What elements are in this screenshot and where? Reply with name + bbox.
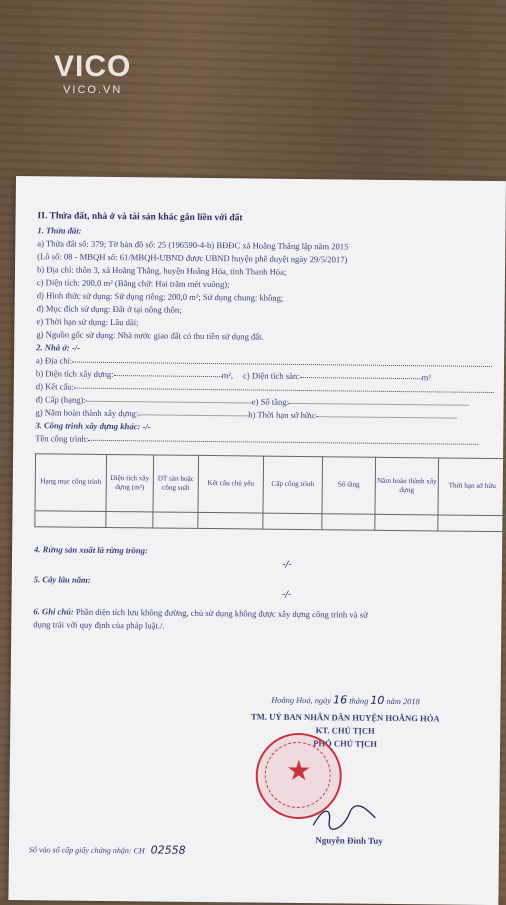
house-duration-label: h) Thời hạn sở hữu:	[248, 409, 317, 421]
house-year-dots	[138, 407, 248, 416]
col-level: Cấp công trình	[263, 456, 323, 514]
works-table-header	[35, 454, 506, 516]
house-duration-dots	[316, 409, 456, 418]
house-build-area-label: b) Diện tích xây dựng:	[35, 368, 114, 380]
works-table	[34, 453, 506, 532]
col-floor-area: DT sàn hoặc công suất	[153, 455, 199, 512]
note-heading: 6. Ghi chú:	[33, 606, 74, 617]
date-month: 10	[370, 693, 385, 707]
house-floor-area-dots	[300, 370, 422, 379]
works-name-label: Tên công trình:	[35, 433, 89, 444]
forest-heading: 4. Rừng sản xuất là rừng trồng:	[34, 544, 148, 556]
authority-block	[210, 710, 480, 752]
perennial-heading: 5. Cây lâu năm:	[33, 574, 91, 585]
house-level-dots	[86, 394, 252, 404]
date-line	[210, 692, 480, 708]
note-text: Phần diện tích lưu không đường, chủ sử dụng không được xây dựng công trình và sử	[75, 606, 368, 620]
section-title: II. Thửa đất, nhà ở và tài sản khác gắn liền với đất	[37, 211, 243, 224]
house-year-label: g) Năm hoàn thành xây dựng:	[35, 407, 139, 419]
forest-value: -/-	[282, 559, 292, 570]
certificate-page	[8, 176, 506, 905]
note-text-cont: dụng trái với quy định của pháp luật./.	[33, 619, 165, 631]
date-prefix: Hoằng Hoá, ngày	[271, 695, 332, 706]
house-floors-label: e) Số tầng:	[251, 396, 290, 407]
registry-number: 02558	[150, 843, 186, 857]
authority-line3: PHÓ CHỦ TỊCH	[313, 738, 378, 749]
land-purpose: đ) Mục đích sử dụng: Đất ở tại nông thôn;	[36, 303, 182, 315]
seal-star-icon: ★	[286, 755, 312, 788]
watermark-word: VICO	[54, 50, 132, 83]
authority-line1: TM. UỶ BAN NHÂN DÂN HUYỆN HOẰNG HÓA	[251, 711, 440, 724]
col-year: Năm hoàn thành xây dựng	[375, 457, 439, 515]
land-duration: e) Thời hạn sử dụng: Lâu dài;	[36, 316, 139, 328]
other-works-heading: 3. Công trình xây dựng khác: -/-	[35, 420, 151, 432]
land-area: c) Diện tích: 200,0 m² (Bằng chữ: Hai trăm mét vuông);	[36, 277, 230, 290]
signature-mark	[309, 803, 379, 834]
house-heading: 2. Nhà ở: -/-	[36, 342, 81, 353]
land-address: b) Địa chỉ: thôn 3, xã Hoằng Thắng, huyện Hoằng Hóa, tỉnh Thanh Hóa;	[36, 264, 287, 277]
signer-name: Nguyễn Đình Tuy	[315, 835, 383, 846]
land-origin: g) Nguồn gốc sử dụng: Nhà nước giao đất có thu tiền sử dụng đất.	[36, 329, 264, 342]
house-floors-dots	[289, 396, 469, 406]
house-build-area-dots	[114, 368, 222, 377]
col-build-area: Diện tích xây dựng (m²)	[106, 454, 154, 511]
house-floor-area-unit: m²	[421, 372, 431, 383]
house-structure-label: d) Kết cấu:	[35, 381, 75, 392]
certificate-content	[33, 210, 503, 636]
land-parcel-lot: (Lô số: 08 - MBQH số: 61/MBQH-UBND được UBND huyện phê duyệt ngày 29/5/2017)	[37, 251, 348, 265]
col-item: Hạng mục công trình	[35, 454, 107, 512]
registry-row	[29, 842, 186, 857]
land-use-form: d) Hình thức sử dụng: Sử dụng riêng: 200,0 m²; Sử dụng chung: không;	[36, 290, 284, 303]
col-duration: Thời hạn sở hữu	[438, 458, 506, 516]
watermark-logo	[54, 52, 131, 96]
date-month-label: tháng	[349, 696, 369, 706]
date-day: 16	[333, 693, 348, 707]
watermark-url: VICO.VN	[63, 84, 123, 96]
registry-label: Số vào sổ cấp giấy chứng nhận: CH	[28, 845, 145, 856]
date-year-label: năm 2018	[386, 696, 420, 707]
perennial-value: -/-	[282, 589, 292, 600]
house-floor-area-label: c) Diện tích sàn:	[242, 370, 300, 381]
authority-line2: KT. CHỦ TỊCH	[315, 725, 375, 736]
land-parcel: a) Thửa đất số: 379; Tờ bản đồ số: 25 (196590-4-b) BĐĐC xã Hoằng Thắng lập năm 2015	[37, 238, 349, 252]
house-address-label: a) Địa chỉ:	[36, 355, 73, 366]
col-floors: Số tầng	[322, 457, 376, 515]
house-build-area-unit: m²,	[221, 370, 234, 381]
land-heading: 1. Thửa đất:	[37, 225, 82, 236]
house-level-label: đ) Cấp (hạng):	[35, 394, 86, 405]
col-structure: Kết cấu chủ yếu	[198, 455, 264, 513]
